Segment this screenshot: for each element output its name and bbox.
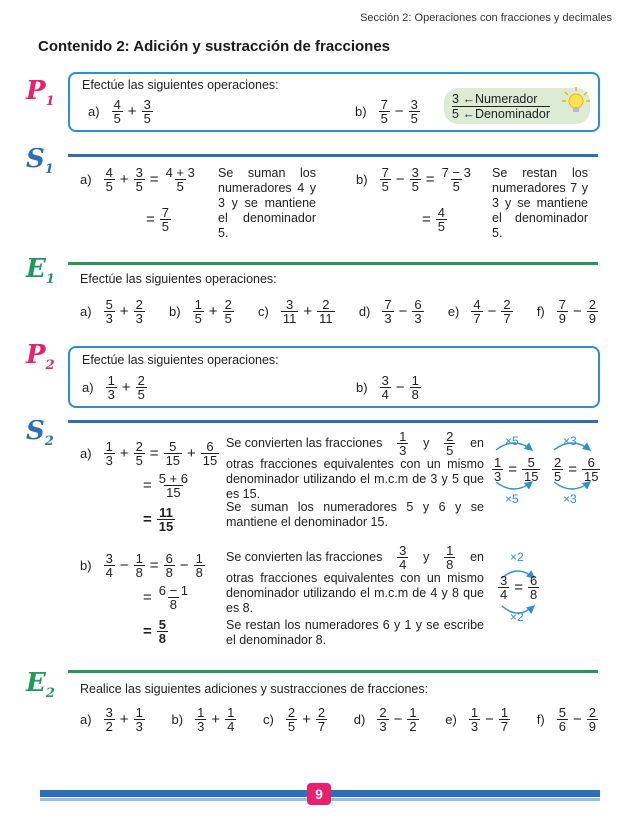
e1-item-e: e) $\frac{4}{7}$ − $\frac{2}{7}$ [447, 297, 511, 326]
eq-a1-top-label: ×5 [505, 434, 519, 448]
eq-a2: $\frac{2}{5}$ = $\frac{6}{15}$ [554, 455, 599, 484]
e2-item-e: e) $\frac{1}{3}$ − $\frac{1}{7}$ [445, 705, 509, 734]
s1-b-result: = $\frac{4}{5}$ [422, 205, 445, 234]
eq-a2-bottom-label: ×3 [563, 492, 577, 506]
section-e2-marker: $E_2$ [26, 668, 55, 702]
s2-a-explanation-2: Se suman los numeradores 5 y 6 y se mantiene el denominador 15. [226, 500, 484, 529]
e1-item-b: b) $\frac{1}{5}$ + $\frac{2}{5}$ [169, 297, 232, 326]
s1-a-explanation: Se suman los numeradores 4 y 3 y se mantiene el denominador 5. [218, 166, 316, 240]
eq-a1-bottom-label: ×5 [505, 492, 519, 506]
tip-text: 3 ←Numerador 5 ←Denominador [452, 92, 550, 121]
p1-instruction: Efectúe las siguientes operaciones: [82, 78, 279, 92]
section-s1-marker: $S_1$ [26, 144, 54, 178]
s1-b-explanation: Se restan los numeradores 7 y 3 y se mantiene el denominador 5. [492, 166, 588, 240]
p2-item-b: b) $\frac{3}{4}$ − $\frac{1}{8}$ [356, 373, 419, 402]
e2-item-c: c) $\frac{2}{5}$ + $\frac{2}{7}$ [263, 705, 326, 734]
e1-items [80, 298, 600, 325]
page-title: Contenido 2: Adición y sustracción de fracciones [38, 38, 391, 55]
section-p2-marker: $P_2$ [26, 340, 55, 374]
s2-b-explanation-1: Se convierten las fracciones $\frac{3}{4}$ y $\frac{1}{8}$ en otras fracciones equivalentes con un mismo denominador utilizando el m.c.m de 4 y 8 que es 8. [226, 543, 484, 615]
e2-item-d: d) $\frac{2}{3}$ − $\frac{1}{2}$ [353, 705, 417, 734]
e1-item-f: f) $\frac{7}{9}$ − $\frac{2}{9}$ [536, 297, 596, 326]
eq-b1: $\frac{3}{4}$ = $\frac{6}{8}$ [500, 573, 538, 602]
s1-a-result: = $\frac{7}{5}$ [146, 205, 169, 234]
eq-a1: $\frac{1}{3}$ = $\frac{5}{15}$ [494, 455, 539, 484]
section-header: Sección 2: Operaciones con fracciones y decimales [360, 12, 612, 24]
e1-item-c: c) $\frac{3}{11}$ + $\frac{2}{11}$ [258, 297, 333, 326]
p2-item-a: a) $\frac{1}{3}$ + $\frac{2}{5}$ [82, 373, 145, 402]
eq-b1-top-label: ×2 [510, 550, 524, 564]
s2-b-result: = $\frac{5}{8}$ [143, 617, 166, 646]
e2-item-b: b) $\frac{1}{3}$ + $\frac{1}{4}$ [171, 705, 235, 734]
page-number: 9 [307, 783, 331, 805]
eq-a2-top-label: ×3 [563, 434, 577, 448]
s2-a-sum: = $\frac{5 + 6}{15}$ [143, 471, 189, 500]
s1-item-a: a) $\frac{4}{5}$ + $\frac{3}{5}$ = $\frac{4 + 3}{5}$ [80, 165, 195, 194]
s2-b-explanation-2: Se restan los numeradores 6 y 1 y se escribe el denominador 8. [226, 618, 484, 647]
section-s2-marker: $S_2$ [26, 416, 54, 450]
p1-item-b: b) $\frac{7}{5}$ − $\frac{3}{5}$ [355, 97, 418, 126]
s2-b-diff: = $\frac{6 - 1}{8}$ [143, 583, 189, 612]
e1-item-a: a) $\frac{5}{3}$ + $\frac{2}{3}$ [80, 297, 143, 326]
section-e1-marker: $E_1$ [26, 254, 55, 288]
s2-a-result: = $\frac{11}{15}$ [143, 505, 174, 534]
e1-rule [68, 262, 598, 265]
e2-instruction: Realice las siguientes adiciones y sustracciones de fracciones: [80, 682, 429, 696]
e1-instruction: Efectúe las siguientes operaciones: [80, 272, 277, 286]
e2-rule [68, 670, 598, 673]
e1-item-d: d) $\frac{7}{3}$ − $\frac{6}{3}$ [358, 297, 422, 326]
s2-item-b: b) $\frac{3}{4}$ − $\frac{1}{8}$ = $\frac{6}{8}$ − $\frac{1}{8}$ [80, 551, 203, 580]
e2-item-f: f) $\frac{5}{6}$ − $\frac{2}{9}$ [536, 705, 596, 734]
s2-rule [68, 420, 598, 423]
section-p1-marker: $P_1$ [26, 76, 55, 110]
s1-rule [68, 154, 598, 157]
e2-item-a: a) $\frac{3}{2}$ + $\frac{1}{3}$ [80, 705, 143, 734]
e2-items [80, 706, 600, 733]
s2-item-a: a) $\frac{1}{3}$ + $\frac{2}{5}$ = $\frac{5}{15}$ + $\frac{6}{15}$ [80, 439, 218, 468]
eq-b1-bottom-label: ×2 [510, 610, 524, 624]
s2-a-explanation-1: Se convierten las fracciones $\frac{1}{3}$ y $\frac{2}{5}$ en otras fracciones equivalentes con un mismo denominador utilizando el m.c.m de 3 y 5 que es 15. [226, 429, 484, 501]
s1-item-b: b) $\frac{7}{5}$ − $\frac{3}{5}$ = $\frac{7 - 3}{5}$ [356, 165, 471, 194]
p1-item-a: a) $\frac{4}{5}$ + $\frac{3}{5}$ [88, 97, 151, 126]
p2-instruction: Efectúe las siguientes operaciones: [82, 353, 279, 367]
lightbulb-icon [562, 86, 590, 116]
